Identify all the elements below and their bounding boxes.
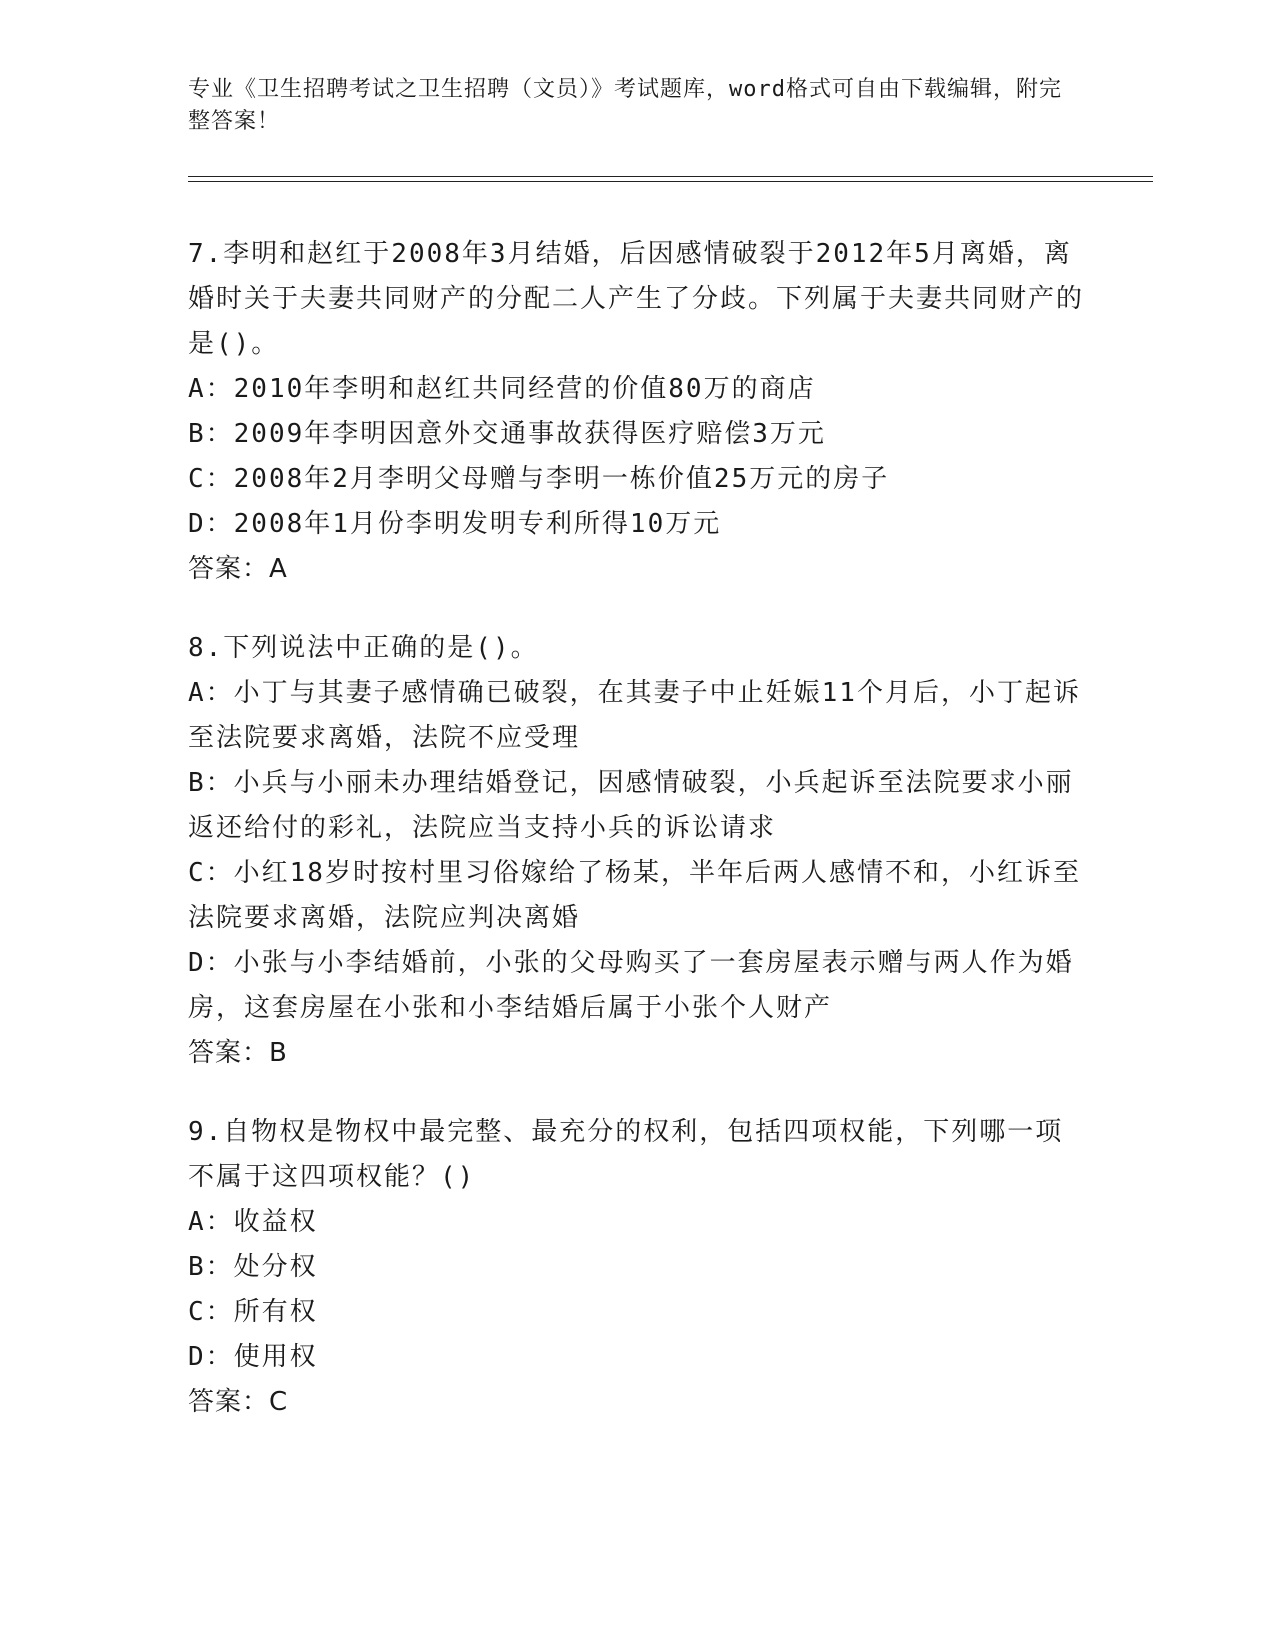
question-7 [188, 232, 1088, 592]
header-divider-bottom [188, 181, 1153, 182]
question-stem: 9.自物权是物权中最完整、最充分的权利，包括四项权能，下列哪一项不属于这四项权能？() [188, 1117, 1064, 1192]
option-b: B：小兵与小丽未办理结婚登记，因感情破裂，小兵起诉至法院要求小丽返还给付的彩礼，法院应当支持小兵的诉讼请求 [188, 768, 1074, 843]
option-c: C：小红18岁时按村里习俗嫁给了杨某，半年后两人感情不和，小红诉至法院要求离婚，法院应判决离婚 [188, 858, 1081, 933]
question-9 [188, 1110, 1088, 1425]
header-divider-top [188, 176, 1153, 177]
question-stem: 8.下列说法中正确的是()。 [188, 633, 539, 663]
answer-line: 答案：B [188, 1038, 288, 1068]
option-d: D：使用权 [188, 1342, 318, 1372]
option-d: D：2008年1月份李明发明专利所得10万元 [188, 509, 722, 539]
document-header: 专业《卫生招聘考试之卫生招聘（文员）》考试题库，word格式可自由下载编辑，附完整答案！ [188, 77, 1062, 134]
option-a: A：收益权 [188, 1207, 318, 1237]
option-d: D：小张与小李结婚前，小张的父母购买了一套房屋表示赠与两人作为婚房，这套房屋在小张和小李结婚后属于小张个人财产 [188, 948, 1074, 1023]
question-stem: 7.李明和赵红于2008年3月结婚，后因感情破裂于2012年5月离婚，离婚时关于夫妻共同财产的分配二人产生了分歧。下列属于夫妻共同财产的是()。 [188, 239, 1085, 359]
option-b: B：处分权 [188, 1252, 318, 1282]
option-c: C：2008年2月李明父母赠与李明一栋价值25万元的房子 [188, 464, 890, 494]
option-c: C：所有权 [188, 1297, 318, 1327]
answer-line: 答案：A [188, 554, 288, 584]
question-list [188, 232, 1088, 1459]
option-b: B：2009年李明因意外交通事故获得医疗赔偿3万元 [188, 419, 826, 449]
question-8 [188, 626, 1088, 1076]
option-a: A：2010年李明和赵红共同经营的价值80万的商店 [188, 374, 816, 404]
answer-line: 答案：C [188, 1387, 289, 1417]
option-a: A：小丁与其妻子感情确已破裂，在其妻子中止妊娠11个月后，小丁起诉至法院要求离婚，法院不应受理 [188, 678, 1081, 753]
